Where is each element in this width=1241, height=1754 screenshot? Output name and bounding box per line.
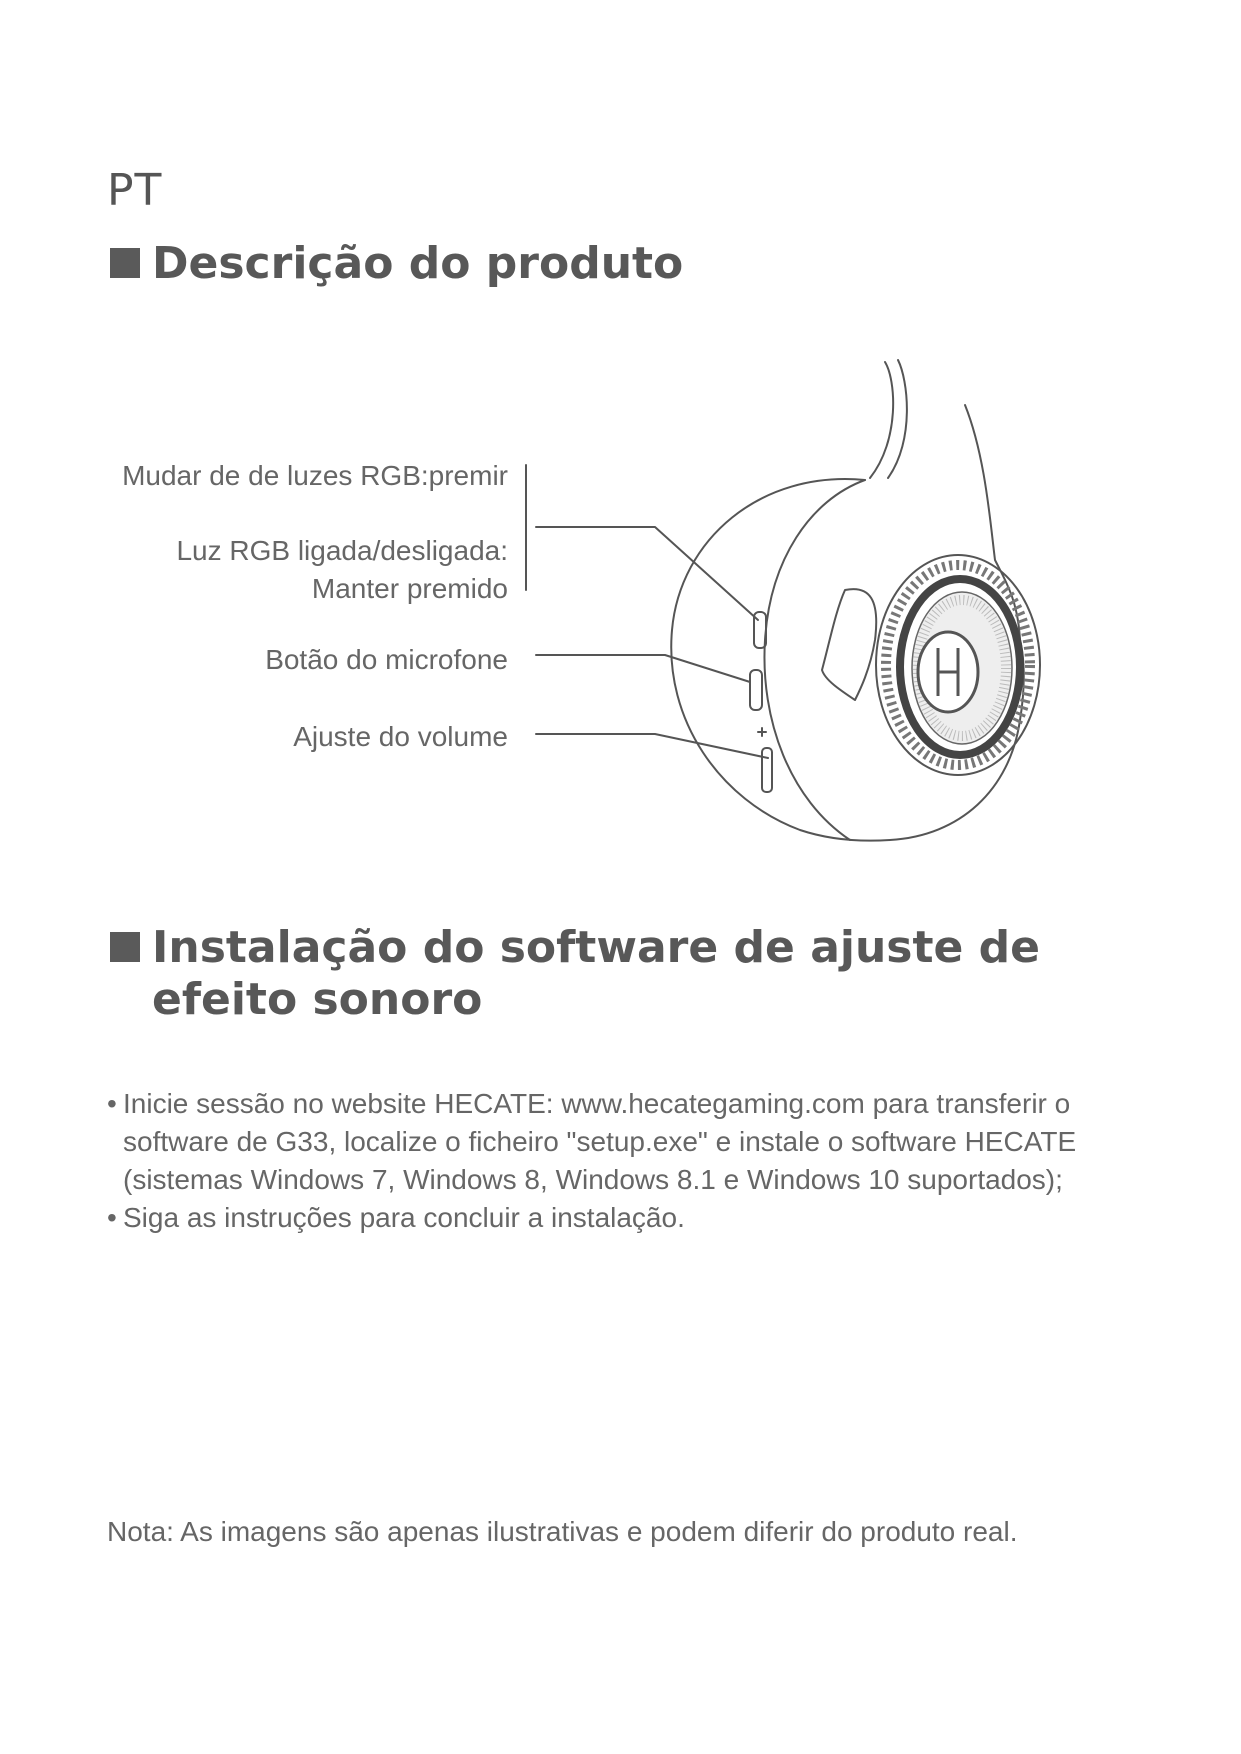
bullet-text: Siga as instruções para concluir a instalação. xyxy=(123,1202,685,1233)
language-code: PT xyxy=(107,165,163,216)
callout-rgb-onoff-line1: Luz RGB ligada/desligada: xyxy=(176,535,508,566)
earcup-side-plate xyxy=(822,589,876,700)
software-install-heading xyxy=(110,922,1110,1026)
volume-wheel-icon xyxy=(762,748,772,792)
disclaimer-note: Nota: As imagens são apenas ilustrativas e podem diferir do produto real. xyxy=(107,1516,1018,1547)
bullet-text: Inicie sessão no website HECATE: www.hecategaming.com para transferir o software de G33, localize o ficheiro "setup.exe" e instale o software HECATE (sistemas Windows 7, Windows 8, Windows 8.1 e Windows 10 suportados); xyxy=(123,1088,1077,1195)
hecate-logo-icon xyxy=(918,632,978,712)
software-install-title: Instalação do software de ajuste de efeito sonoro xyxy=(152,922,1041,1025)
bullet-marker: • xyxy=(107,1202,117,1233)
mic-button-icon xyxy=(750,670,762,710)
callout-rgb-mode-label: Mudar de de luzes RGB:premir xyxy=(122,460,508,491)
product-description-title: Descrição do produto xyxy=(152,238,684,289)
headband-inner-line xyxy=(870,362,893,478)
callout-volume-label: Ajuste do volume xyxy=(293,721,508,752)
callout-rgb-onoff-line2: Manter premido xyxy=(311,573,508,604)
callout-mic-label: Botão do microfone xyxy=(265,644,508,675)
list-item xyxy=(107,1199,1107,1237)
heading-square-bullet xyxy=(110,932,140,962)
earcup-seam-line xyxy=(764,480,865,840)
callout-leader-mic xyxy=(536,655,750,682)
bullet-marker: • xyxy=(107,1088,117,1119)
install-instructions-list xyxy=(107,1085,1107,1237)
callout-leader-volume xyxy=(536,734,768,758)
list-item xyxy=(107,1085,1107,1199)
callout-leader-rgb xyxy=(536,527,758,620)
